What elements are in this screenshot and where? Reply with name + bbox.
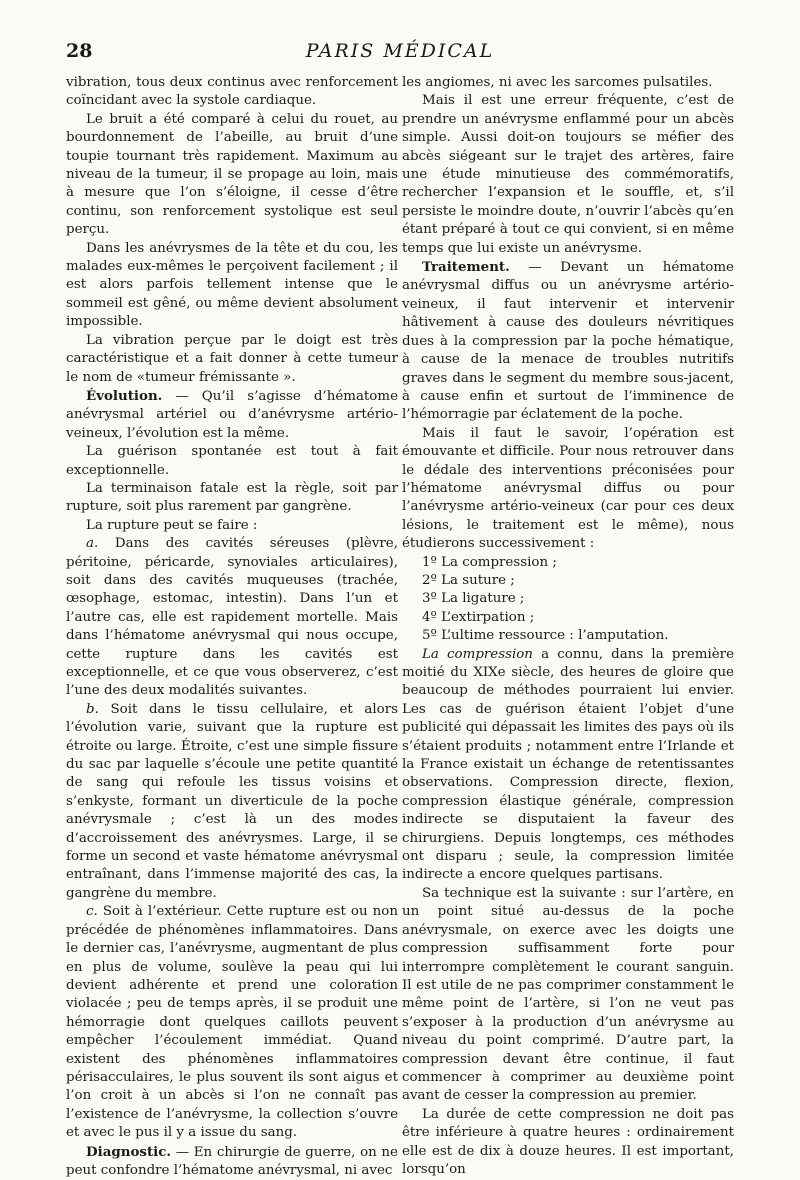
list-item: 1º La compression ; (422, 554, 557, 570)
paragraph: Dans les anévrysmes de la tête et du cou, les malades eux-mêmes le perçoivent facilement ; il est alors parfois tellement intense que le sommeil est gêné, ou même devient absolument impossible. (66, 240, 398, 330)
page-number: 28 (66, 40, 93, 62)
item-text: Dans des cavités séreuses (plèvre, péritoine, péricarde, synoviales articulaires), soit dans des cavités muqueuses (trachée, œsophage, estomac, intestin). Dans l’un et l’autre cas, elle est rapidement mortelle. Mais dans l’hématome anévrysmal qui nous occupe, cette rupture dans les cavités est exceptionnelle, et ce que vous observerez, c’est l’une des deux modalités suivantes. (66, 536, 398, 699)
list-item: 2º La suture ; (422, 572, 515, 588)
item-text: Soit à l’extérieur. Cette rupture est ou non précédée de phénomènes inflammatoires. Dans le dernier cas, l’anévrysme, augmentant de plus en plus de volume, soulève la peau qui lui devient adhérente et prend une coloration violacée ; peu de temps après, il se produit une hémorragie dont quelques caillots peuvent empêcher l’écoulement immédiat. Quand existent des phénomènes inflammatoires périsacculaires, le plus souvent ils sont aigus et l’on croit à un abcès si l’on ne connaît pas l’existence de l’anévrysme, la collection s’ouvre et avec le pus il y a issue du sang. (66, 904, 398, 1141)
diagnostic-section (66, 1143, 398, 1180)
page-header (66, 40, 734, 68)
paragraph: La vibration perçue par le doigt est très caractéristique et a fait donner à cette tumeur le nom de «tumeur frémissante ». (66, 332, 398, 385)
item-label: a. (86, 536, 99, 552)
running-head: PARIS MÉDICAL (305, 40, 495, 62)
list-item: 5º L’ultime ressource : l’amputation. (422, 628, 669, 644)
rupture-case-b (66, 701, 398, 903)
paragraph: La guérison spontanée est tout à fait exceptionnelle. (66, 444, 398, 478)
section-text: — Devant un hématome anévrysmal diffus ou un anévrysme artério-veineux, il faut intervenir et intervenir hâtivement à cause des douleurs névritiques dues à la compression par la poche hématique, à cause de la menace de troubles nutritifs graves dans le segment du membre sous-jacent, à cause enfin et surtout de l’imminence de l’hémorragie par éclatement de la poche. (402, 260, 734, 423)
item-label: b. (86, 701, 99, 717)
paragraph: vibration, tous deux continus avec renforcement coïncidant avec la systole cardiaque. (66, 75, 398, 109)
compression-paragraph (402, 646, 734, 885)
paragraph: Sa technique est la suivante : sur l’artère, en un point situé au-dessus de la poche anévrysmale, on exerce avec les doigts une compression suffisamment forte pour interrompre complètement le courant sanguin. Il est utile de ne pas comprimer constamment le même point de l’artère, si l’on ne veut pas s’exposer à la production d’un anévrysme au niveau du point comprimé. D’autre part, la compression devant être continue, il faut commencer à comprimer au deuxième point avant de cesser la compression au premier. (402, 885, 734, 1104)
right-column (402, 74, 734, 1179)
treatment-methods-list (402, 554, 734, 646)
list-item: 3º La ligature ; (422, 591, 525, 607)
paragraph-text: a connu, dans la première moitié du XIXe siècle, des heures de gloire que beaucoup de méthodes pourraient lui envier. Les cas de guérison étaient l’objet d’une publicité qui dépassait les limites des pays où ils s’étaient produits ; notamment entre l’Irlande et la France existait un échange de retentissantes observations. Compression directe, flexion, compression élastique générale, compression indirecte se disputaient la faveur des chirurgiens. Depuis longtemps, ces méthodes ont disparu ; seule, la compression limitée indirecte a encore quelques partisans. (402, 646, 734, 883)
paragraph: les angiomes, ni avec les sarcomes pulsatiles. (402, 75, 713, 90)
traitement-section (402, 258, 734, 425)
item-label: c. (86, 904, 98, 920)
rupture-case-c (66, 903, 398, 1142)
evolution-section (66, 387, 398, 443)
section-text: — En chirurgie de guerre, on ne peut confondre l’hématome anévrysmal, ni avec (66, 1144, 398, 1178)
section-heading-traitement: Traitement. (422, 259, 510, 276)
list-item: 4º L’extirpation ; (422, 609, 535, 625)
paragraph: La rupture peut se faire : (86, 517, 258, 533)
section-heading-evolution: Évolution. (86, 387, 163, 404)
paragraph: La durée de cette compression ne doit pas être inférieure à quatre heures : ordinairement elle est de dix à douze heures. Il est important, lorsqu’on (402, 1106, 734, 1177)
paragraph: Le bruit a été comparé à celui du rouet, au bourdonnement de l’abeille, au bruit d’une toupie tournant très rapidement. Maximum au niveau de la tumeur, il se propage au loin, mais à mesure que l’on s’éloigne, il cesse d’être continu, son renforcement systolique est seul perçu. (66, 111, 398, 238)
left-column (66, 74, 398, 1180)
paragraph: Mais il faut le savoir, l’opération est émouvante et difficile. Pour nous retrouver dans le dédale des interventions préconisées pour l’hématome anévrysmal diffus ou pour l’anévrysme artério-veineux (car pour ces deux lésions, le traitement est le même), nous étudierons successivement : (402, 425, 734, 552)
section-text: — Qu’il s’agisse d’hématome anévrysmal artériel ou d’anévrysme artério-veineux, l’évolution est la même. (66, 388, 398, 441)
rupture-case-a (66, 535, 398, 701)
section-heading-diagnostic: Diagnostic. (86, 1143, 172, 1160)
italic-lead: La compression (422, 646, 533, 662)
paragraph: Mais il est une erreur fréquente, c’est de prendre un anévrysme enflammé pour un abcès simple. Aussi doit-on toujours se méfier des abcès siégeant sur le trajet des artères, faire une étude minutieuse des commémoratifs, rechercher l’expansion et le souffle, et, s’il persiste le moindre doute, n’ouvrir l’abcès qu’en étant préparé à tout ce qui convient, si en même temps que lui existe un anévrysme. (402, 93, 734, 256)
item-text: Soit dans le tissu cellulaire, et alors l’évolution varie, suivant que la rupture est étroite ou large. Étroite, c’est une simple fissure du sac par laquelle s’écoule une petite quantité de sang qui refoule les tissus voisins et s’enkyste, formant un diverticule de la poche anévrysmale ; c’est là un des modes d’accroissement des anévrysmes. Large, il se forme un second et vaste hématome anévrysmal entraînant, dans l’immense majorité des cas, la gangrène du membre. (66, 701, 398, 901)
paragraph: La terminaison fatale est la règle, soit par rupture, soit plus rarement par gangrène. (66, 480, 398, 515)
